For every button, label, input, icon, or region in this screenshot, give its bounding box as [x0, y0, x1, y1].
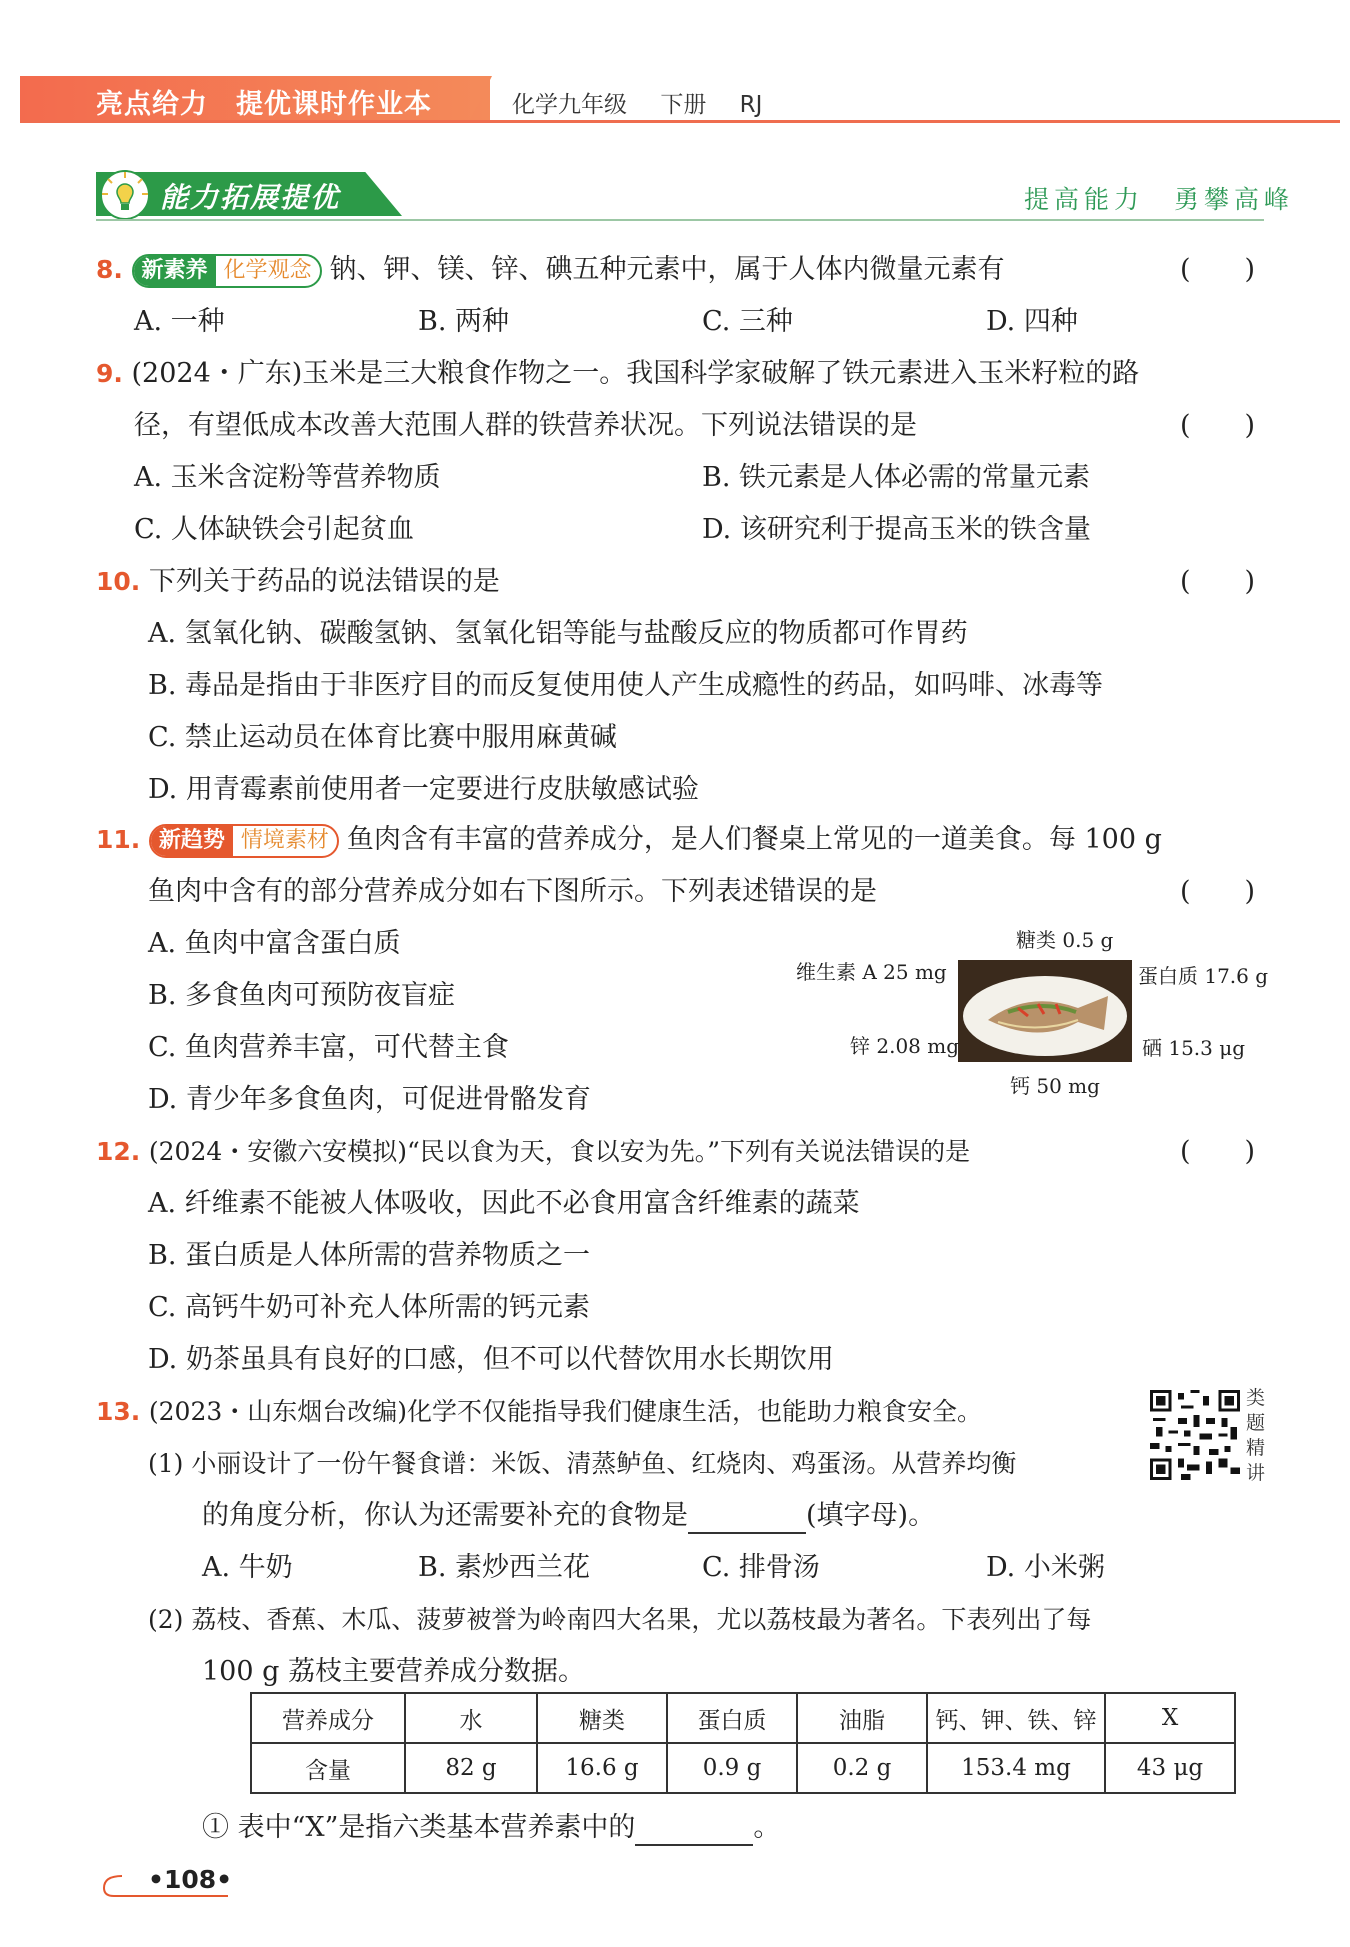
table-cell: 水 [405, 1693, 537, 1743]
table-cell: 0.9 g [667, 1743, 797, 1793]
figure-label-selenium: 硒 15.3 μg [1142, 1036, 1246, 1060]
question-11-line1 [96, 822, 1162, 858]
option-a: A. 鱼肉中富含蛋白质 [148, 928, 401, 959]
table-header-row [251, 1693, 1235, 1743]
option-d: D. 青少年多食鱼肉，可促进骨骼发育 [148, 1084, 591, 1115]
option-d: D. 奶茶虽具有良好的口感，但不可以代替饮用水长期饮用 [148, 1344, 834, 1375]
question-text: 鱼肉含有丰富的营养成分，是人们餐桌上常见的一道美食。每 100 g [346, 824, 1162, 855]
header-book-info [512, 86, 788, 119]
option-b: B. 多食鱼肉可预防夜盲症 [148, 980, 456, 1011]
lightbulb-icon [96, 168, 154, 222]
table-cell: 糖类 [537, 1693, 667, 1743]
figure-label-calcium: 钙 50 mg [1010, 1074, 1100, 1098]
option-b: B. 铁元素是人体必需的常量元素 [702, 462, 1091, 493]
figure-label-zinc: 锌 2.08 mg [850, 1034, 960, 1058]
option-d: D. 小米粥 [986, 1552, 1105, 1583]
question-number: 9. [96, 359, 123, 388]
question-13-stem [96, 1394, 982, 1430]
option-a: A. 玉米含淀粉等营养物质 [134, 462, 441, 493]
tag-primary: 新素养 [134, 256, 216, 286]
table-cell: X [1105, 1693, 1235, 1743]
header-subject: 化学九年级 [512, 92, 627, 118]
question-text: (填字母)。 [806, 1500, 936, 1531]
qr-label: 类题精讲 [1246, 1387, 1266, 1484]
header-volume: 下册 [660, 92, 707, 118]
question-text: 下列关于药品的说法错误的是 [148, 566, 500, 597]
question-9-line2: 径，有望低成本改善大范围人群的铁营养状况。下列说法错误的是 [134, 410, 917, 441]
option-a: A. 纤维素不能被人体吸收，因此不必食用富含纤维素的蔬菜 [148, 1188, 860, 1219]
question-10-stem [96, 564, 500, 600]
figure-label-vitamin: 维生素 A 25 mg [796, 960, 947, 984]
question-13-part1-line1: (1) 小丽设计了一份午餐食谱：米饭、清蒸鲈鱼、红烧肉、鸡蛋汤。从营养均衡 [148, 1449, 1017, 1478]
question-text: (2023・山东烟台改编)化学不仅能指导我们健康生活，也能助力粮食安全。 [148, 1397, 983, 1426]
table-cell: 82 g [405, 1743, 537, 1793]
question-11-line2: 鱼肉中含有的部分营养成分如右下图所示。下列表述错误的是 [148, 876, 877, 907]
answer-blank[interactable] [688, 1504, 806, 1534]
header-band-edge [470, 76, 492, 120]
table-cell: 0.2 g [797, 1743, 927, 1793]
question-tag [149, 824, 339, 858]
option-d: D. 用青霉素前使用者一定要进行皮肤敏感试验 [148, 774, 699, 805]
answer-bracket: ( ) [1180, 1136, 1256, 1167]
answer-blank[interactable] [635, 1816, 753, 1846]
question-9-line1 [96, 356, 1139, 392]
question-text: ① 表中“X”是指六类基本营养素中的 [202, 1812, 636, 1843]
section-rule [96, 219, 1264, 221]
table-cell: 43 μg [1105, 1743, 1235, 1793]
figure-label-protein: 蛋白质 17.6 g [1138, 964, 1269, 988]
table-cell: 153.4 mg [927, 1743, 1105, 1793]
question-number: 10. [96, 567, 141, 596]
option-d: D. 四种 [986, 306, 1078, 337]
question-number: 8. [96, 255, 123, 284]
section-title: 能力拓展提优 [160, 181, 341, 214]
question-tag [132, 254, 322, 288]
question-13-part1-line2 [202, 1498, 935, 1534]
question-number: 13. [96, 1397, 141, 1426]
option-a: A. 一种 [134, 306, 225, 337]
question-number: 12. [96, 1137, 141, 1166]
table-cell: 营养成分 [251, 1693, 405, 1743]
option-d: D. 该研究利于提高玉米的铁含量 [702, 514, 1091, 545]
option-c: C. 人体缺铁会引起贫血 [134, 514, 414, 545]
option-b: B. 素炒西兰花 [418, 1552, 591, 1583]
table-cell: 钙、钾、铁、锌 [927, 1693, 1105, 1743]
answer-bracket: ( ) [1180, 876, 1256, 907]
answer-bracket: ( ) [1180, 410, 1256, 441]
option-c: C. 高钙牛奶可补充人体所需的钙元素 [148, 1292, 590, 1323]
table-cell: 16.6 g [537, 1743, 667, 1793]
option-b: B. 蛋白质是人体所需的营养物质之一 [148, 1240, 591, 1271]
option-a: A. 牛奶 [202, 1552, 293, 1583]
option-c: C. 排骨汤 [702, 1552, 820, 1583]
question-text: (2024・安徽六安模拟)“民以食为天，食以安为先。”下列有关说法错误的是 [148, 1137, 971, 1166]
question-text: (2024・广东)玉米是三大粮食作物之一。我国科学家破解了铁元素进入玉米籽粒的路 [131, 358, 1140, 389]
tag-secondary: 化学观念 [223, 257, 312, 283]
question-text: 钠、钾、镁、锌、碘五种元素中，属于人体内微量元素有 [329, 254, 1005, 285]
section-slogan: 提高能力 勇攀高峰 [1024, 185, 1295, 214]
tag-secondary: 情境素材 [240, 827, 329, 853]
question-13-part2-line2: 100 g 荔枝主要营养成分数据。 [202, 1656, 585, 1687]
nutrition-table [250, 1692, 1236, 1794]
question-13-part2-line1: (2) 荔枝、香蕉、木瓜、菠萝被誉为岭南四大名果，尤以荔枝最为著名。下表列出了每 [148, 1605, 1092, 1634]
option-c: C. 鱼肉营养丰富，可代替主食 [148, 1032, 509, 1063]
table-cell: 含量 [251, 1743, 405, 1793]
option-c: C. 三种 [702, 306, 793, 337]
table-cell: 蛋白质 [667, 1693, 797, 1743]
tag-primary: 新趋势 [151, 826, 233, 856]
question-12-stem [96, 1134, 970, 1170]
figure-label-sugar: 糖类 0.5 g [1016, 928, 1114, 952]
qr-code-icon[interactable] [1150, 1390, 1240, 1480]
option-b: B. 两种 [418, 306, 510, 337]
header-edition: RJ [739, 92, 763, 118]
answer-bracket: ( ) [1180, 566, 1256, 597]
question-8-stem [96, 252, 1005, 288]
header-brand: 亮点给力 提优课时作业本 [96, 89, 432, 120]
question-number: 11. [96, 825, 141, 854]
question-text: 。 [753, 1812, 781, 1843]
answer-bracket: ( ) [1180, 254, 1256, 285]
option-a: A. 氢氧化钠、碳酸氢钠、氢氧化铝等能与盐酸反应的物质都可作胃药 [148, 618, 968, 649]
option-c: C. 禁止运动员在体育比赛中服用麻黄碱 [148, 722, 617, 753]
question-text: 的角度分析，你认为还需要补充的食物是 [202, 1500, 688, 1531]
table-cell: 油脂 [797, 1693, 927, 1743]
page-number: •108• [148, 1865, 233, 1894]
table-row [251, 1743, 1235, 1793]
option-b: B. 毒品是指由于非医疗目的而反复使用使人产生成瘾性的药品，如吗啡、冰毒等 [148, 670, 1104, 701]
fish-dish-photo [958, 960, 1132, 1062]
question-13-sub1 [202, 1810, 780, 1846]
